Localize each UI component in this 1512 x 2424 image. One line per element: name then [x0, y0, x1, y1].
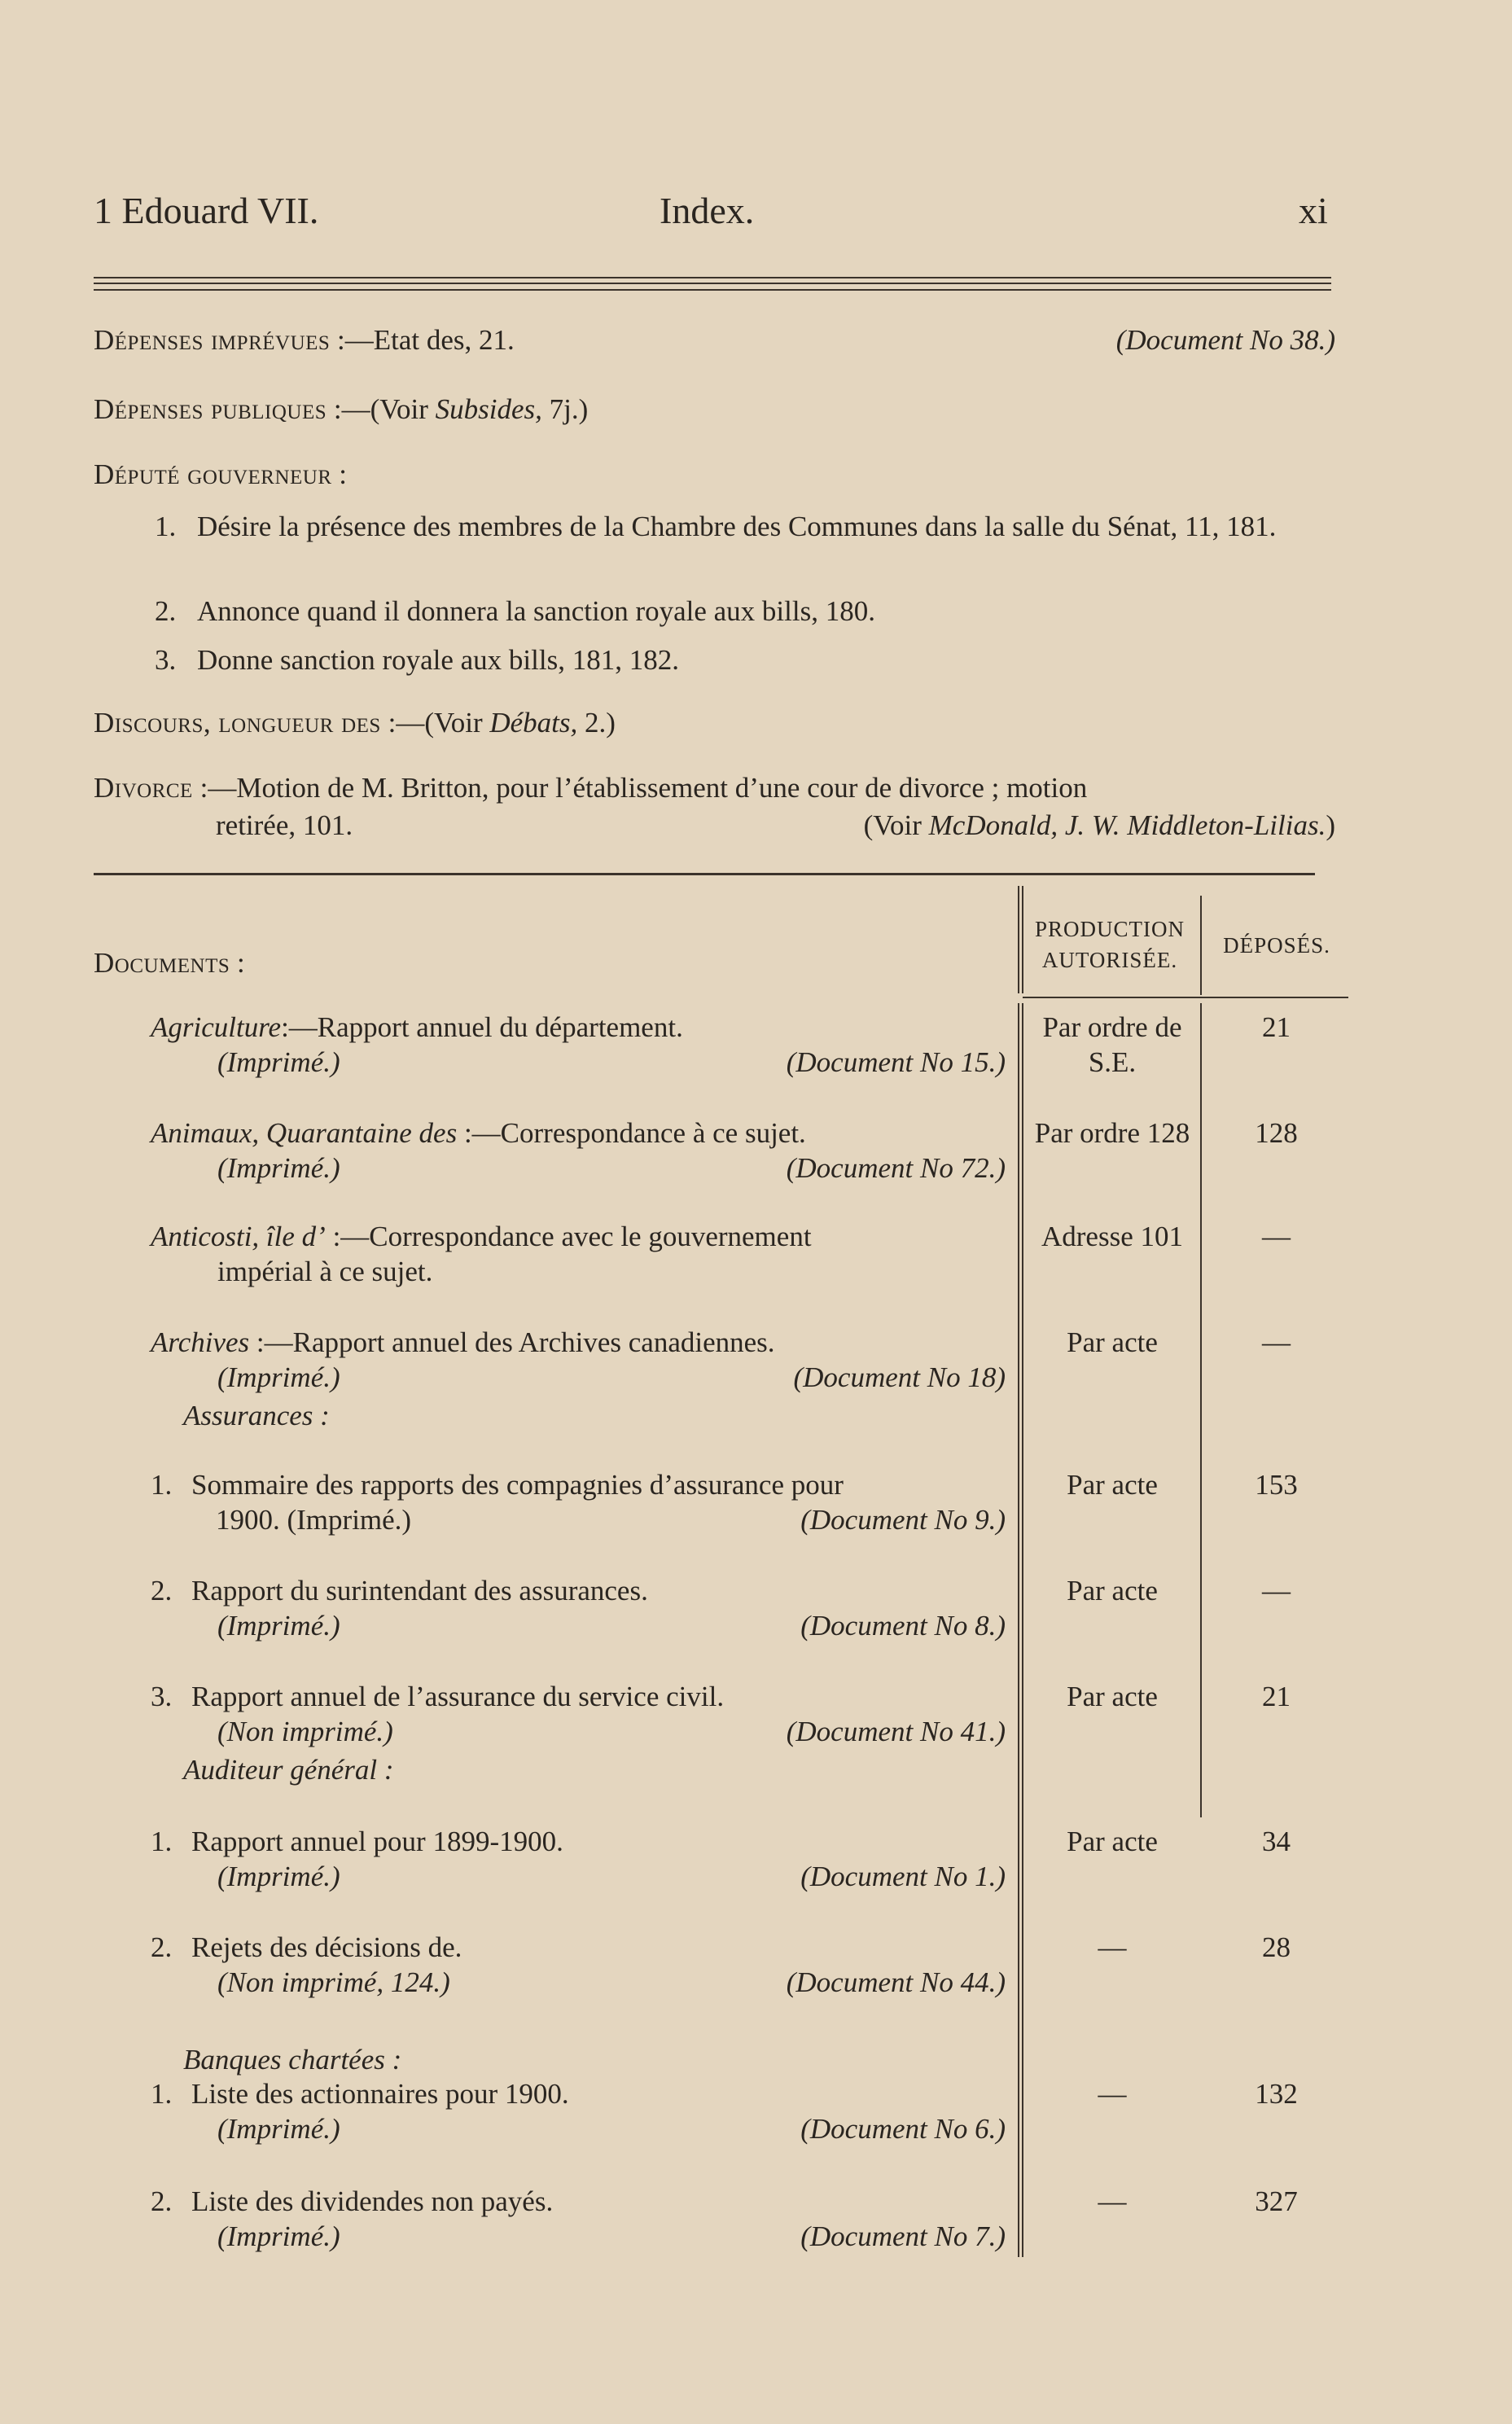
cell-deposes: 327 [1255, 2185, 1298, 2217]
entry-cross-ref: Subsides, [435, 393, 542, 425]
row-text: Rejets des décisions de. [191, 1931, 462, 1963]
row-text: Rapport annuel de l’assurance du service civil. [191, 1681, 725, 1712]
cell-production: — [1098, 2185, 1127, 2217]
row-text: :—Rapport annuel des Archives canadiennes. [249, 1326, 775, 1358]
header-rule-1 [94, 277, 1331, 278]
row-text: Sommaire des rapports des compagnies d’assurance pour [191, 1469, 844, 1501]
documents-heading-suffix: : [230, 947, 245, 979]
documents-heading-label: Documents [94, 947, 230, 979]
row-number: 1. [151, 1469, 173, 1501]
row-title: Animaux, Quarantaine des [151, 1117, 458, 1149]
header-right: xi [1299, 190, 1328, 231]
entry-text: :—Motion de M. Britton, pour l’établissement d’une cour de divorce ; motion [192, 772, 1088, 804]
cell-production: Par acte [1067, 1826, 1158, 1857]
entry-text: :—(Voir [380, 707, 490, 739]
row-note: (Non imprimé, 124.) [217, 1966, 450, 1998]
row-note: (Imprimé.) [217, 1361, 340, 1393]
cell-production: Par acte [1067, 1326, 1158, 1358]
cell-deposes: — [1262, 1326, 1291, 1358]
row-doc-ref: (Document No 72.) [786, 1152, 1006, 1184]
entry-text: 7j.) [541, 393, 589, 425]
row-doc-ref: (Document No 9.) [800, 1504, 1006, 1536]
row-doc-ref: (Document No 8.) [800, 1610, 1006, 1642]
table-row [151, 1824, 1006, 1894]
subheading-banques: Banques chartées : [183, 2044, 402, 2076]
column-header-deposes: DÉPOSÉS. [1223, 933, 1330, 958]
row-text: :—Correspondance avec le gouvernement [325, 1221, 812, 1252]
cell-production: Par ordre de S.E. [1042, 1011, 1182, 1078]
row-doc-ref: (Document No 7.) [800, 2220, 1006, 2252]
row-number: 1. [151, 2078, 173, 2110]
row-number: 1. [151, 1826, 173, 1857]
row-number: 3. [151, 1681, 173, 1712]
list-item [155, 593, 1335, 630]
table-row [151, 1467, 1006, 1537]
row-text: Liste des actionnaires pour 1900. [191, 2078, 569, 2110]
row-note: (Imprimé.) [217, 1861, 340, 1892]
entry-head: Dépenses imprévues [94, 324, 331, 356]
column-divider [1200, 1003, 1202, 1817]
row-note: impérial à ce sujet. [217, 1256, 433, 1287]
header-rule-2 [94, 283, 1331, 284]
cell-deposes: 34 [1262, 1826, 1291, 1857]
cell-deposes: 132 [1255, 2078, 1298, 2110]
entry-text-line2: retirée, 101. [216, 809, 353, 841]
entry-cross-ref: (Voir [863, 809, 929, 841]
documents-heading [94, 945, 582, 982]
table-row [151, 1010, 1006, 1080]
column-divider [1200, 896, 1202, 995]
entry-head: Divorce [94, 772, 193, 804]
column-divider [1022, 886, 1023, 993]
entry-depute-gouverneur [94, 456, 1335, 493]
row-note: (Imprimé.) [217, 1610, 340, 1642]
row-text: Liste des dividendes non payés. [191, 2185, 554, 2217]
entry-text: :—Etat des, 21. [330, 324, 515, 356]
header-left: 1 Edouard VII. [94, 190, 319, 231]
subheading-assurances: Assurances : [183, 1400, 330, 1431]
row-text: Rapport du surintendant des assurances. [191, 1575, 648, 1607]
cell-production: Par acte [1067, 1575, 1158, 1607]
cell-deposes: 28 [1262, 1931, 1291, 1963]
table-row [151, 1116, 1006, 1186]
entry-cross-ref: Débats, [489, 707, 578, 739]
table-row [151, 1679, 1006, 1749]
cell-production: Adresse 101 [1041, 1221, 1183, 1252]
column-header-production: PRODUCTION AUTORISÉE. [1034, 917, 1185, 972]
entry-depenses-publiques [94, 391, 1335, 428]
row-doc-ref: (Document No 18) [793, 1361, 1006, 1393]
item-text: Désire la présence des membres de la Chambre des Communes dans la salle du Sénat, 11, 181. [197, 511, 1277, 542]
header-rule-3 [94, 289, 1331, 291]
row-note: 1900. (Imprimé.) [216, 1504, 412, 1536]
cell-production: — [1098, 2078, 1127, 2110]
entry-text: : [331, 458, 347, 490]
column-divider [1022, 1003, 1023, 2257]
item-text: Annonce quand il donnera la sanction royale aux bills, 180. [197, 595, 875, 627]
row-number: 2. [151, 1575, 173, 1607]
header-center: Index. [660, 190, 755, 231]
cell-production: Par acte [1067, 1469, 1158, 1501]
table-row [151, 1930, 1006, 2000]
row-text: :—Correspondance à ce sujet. [457, 1117, 806, 1149]
cell-production: Par acte [1067, 1681, 1158, 1712]
item-number: 2. [155, 595, 177, 627]
table-row [151, 2076, 1006, 2146]
section-rule [94, 873, 1315, 875]
row-number: 2. [151, 1931, 173, 1963]
cell-deposes: 128 [1255, 1117, 1298, 1149]
cell-deposes: 21 [1262, 1681, 1291, 1712]
cell-deposes: 21 [1262, 1011, 1291, 1043]
entry-head: Discours, longueur des [94, 707, 381, 739]
table-header-rule [1023, 997, 1348, 998]
row-title: Agriculture [151, 1011, 282, 1043]
row-note: (Non imprimé.) [217, 1716, 393, 1747]
row-title: Archives [151, 1326, 250, 1358]
list-item [155, 508, 1335, 546]
item-number: 3. [155, 644, 177, 676]
column-divider [1018, 886, 1019, 993]
entry-text: :—(Voir [327, 393, 436, 425]
column-divider [1018, 1003, 1019, 2257]
table-row [151, 2184, 1006, 2254]
item-number: 1. [155, 511, 177, 542]
cell-production: Par ordre 128 [1034, 1117, 1190, 1149]
item-text: Donne sanction royale aux bills, 181, 182. [197, 644, 679, 676]
cell-production: — [1098, 1931, 1127, 1963]
entry-doc-ref: (Document No 38.) [1115, 324, 1335, 356]
entry-discours [94, 704, 1335, 742]
entry-head: Député gouverneur [94, 458, 332, 490]
row-title: Anticosti, île d’ [151, 1221, 326, 1252]
row-text: Rapport annuel pour 1899-1900. [191, 1826, 563, 1857]
entry-depenses-imprevues [94, 322, 1335, 359]
row-text: :—Rapport annuel du département. [281, 1011, 683, 1043]
row-note: (Imprimé.) [217, 1152, 340, 1184]
row-doc-ref: (Document No 6.) [800, 2113, 1006, 2145]
row-note: (Imprimé.) [217, 2113, 340, 2145]
row-doc-ref: (Document No 15.) [786, 1046, 1006, 1078]
row-number: 2. [151, 2185, 173, 2217]
row-doc-ref: (Document No 1.) [800, 1861, 1006, 1892]
list-item [155, 642, 1335, 679]
table-row [151, 1325, 1006, 1395]
table-row [151, 1219, 1006, 1289]
row-note: (Imprimé.) [217, 2220, 340, 2252]
entry-cross-ref-names: McDonald, J. W. Middleton-Lilias. [928, 809, 1326, 841]
row-note: (Imprimé.) [217, 1046, 340, 1078]
row-doc-ref: (Document No 41.) [786, 1716, 1006, 1747]
subheading-auditeur: Auditeur général : [183, 1754, 394, 1786]
table-row [151, 1573, 1006, 1643]
entry-text: 2.) [577, 707, 616, 739]
entry-cross-ref-close: ) [1326, 809, 1335, 841]
entry-divorce [94, 769, 1335, 844]
cell-deposes: — [1262, 1221, 1291, 1252]
row-doc-ref: (Document No 44.) [786, 1966, 1006, 1998]
entry-head: Dépenses publiques [94, 393, 327, 425]
cell-deposes: — [1262, 1575, 1291, 1607]
cell-deposes: 153 [1255, 1469, 1298, 1501]
